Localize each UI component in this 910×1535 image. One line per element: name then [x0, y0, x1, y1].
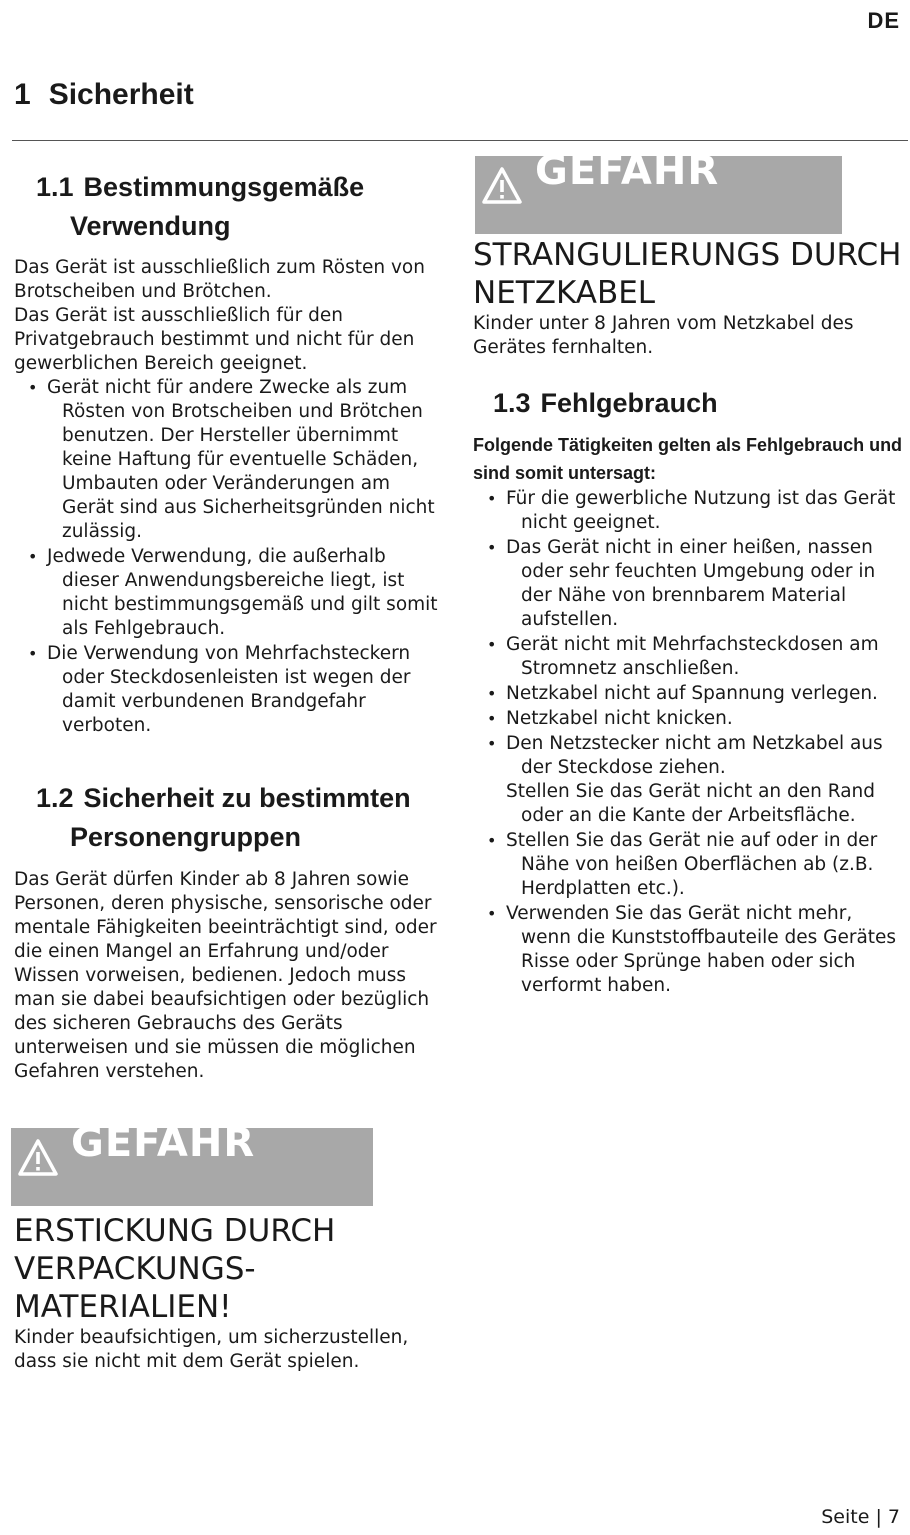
- list-item: • Jedwede Verwendung, die außerhalb dieser Anwendungsbereiche liegt, ist nicht bestimmungsgemäß und gilt somit als Fehlgebrauch.: [42, 545, 444, 641]
- section-number: 1.2: [36, 783, 74, 813]
- bullet-list: [42, 376, 444, 738]
- chapter-number: 1: [14, 78, 31, 111]
- warning-triangle-icon: [481, 165, 523, 207]
- paragraph: Das Gerät ist ausschließlich für den Privatgebrauch bestimmt und nicht für den gewerblichen Bereich geeignet.: [14, 305, 415, 374]
- danger-title: STRANGULIERUNGS DURCH NETZKABEL: [473, 237, 902, 311]
- danger-text: Kinder beaufsichtigen, um sicherzustellen, dass sie nicht mit dem Gerät spielen.: [14, 1327, 409, 1372]
- list-item: • Für die gewerbliche Nutzung ist das Gerät nicht geeignet.: [501, 487, 903, 535]
- left-column: [14, 168, 444, 1374]
- list-item: [501, 732, 903, 828]
- warning-triangle-icon: [17, 1137, 59, 1179]
- list-item: • Gerät nicht mit Mehrfachsteckdosen am Stromnetz anschließen.: [501, 633, 903, 681]
- list-item: • Netzkabel nicht knicken.: [501, 707, 903, 731]
- chapter-divider: [12, 140, 908, 141]
- chapter-title: Sicherheit: [48, 78, 194, 111]
- paragraph: Das Gerät dürfen Kinder ab 8 Jahren sowie Personen, deren physische, sensorische oder mentale Fähigkeiten beeinträchtigt sind, oder die einen Mangel an Erfahrung und/oder Wissen vorweisen, bedienen. Jedoch muss man sie dabei beaufsichtigen oder bezüglich des sicheren Gebrauchs des Geräts unterweisen und sie müssen die möglichen Gefahren verstehen.: [14, 869, 437, 1082]
- section-number: 1.1: [36, 172, 74, 202]
- section-title-cont: Personengruppen: [70, 822, 302, 852]
- right-column: [473, 148, 903, 999]
- section-1-1-heading: [14, 168, 444, 246]
- list-item-text: Den Netzstecker nicht am Netzkabel aus der Steckdose ziehen.: [506, 733, 883, 778]
- section-title: Bestimmungsgemäße: [83, 172, 365, 202]
- section-title: Fehlgebrauch: [540, 388, 718, 418]
- section-1-3-heading: [473, 384, 903, 423]
- section-title-cont: Verwendung: [70, 211, 231, 241]
- list-item-extra: Stellen Sie das Gerät nicht an den Rand oder an die Kante der Arbeitsfläche.: [506, 781, 876, 826]
- page-number: Seite | 7: [821, 1506, 900, 1528]
- danger-label: GEFAHR: [535, 148, 720, 194]
- danger-text: Kinder unter 8 Jahren vom Netzkabel des Gerätes fernhalten.: [473, 313, 854, 358]
- list-item: • Stellen Sie das Gerät nie auf oder in der Nähe von heißen Oberflächen ab (z.B. Herdplatten etc.).: [501, 829, 903, 901]
- danger-title: ERSTICKUNG DURCH VERPACKUNGS-MATERIALIEN!: [14, 1213, 336, 1325]
- list-item: • Gerät nicht für andere Zwecke als zum Rösten von Brotscheiben und Brötchen benutzen. Der Hersteller übernimmt keine Haftung für eventuelle Schäden, Umbauten oder Veränderungen am Gerät sind aus Sicherheitsgründen nicht zulässig.: [42, 376, 444, 544]
- list-item: • Die Verwendung von Mehrfachsteckern oder Steckdosenleisten ist wegen der damit verbundenen Brandgefahr verboten.: [42, 642, 444, 738]
- list-item: • Netzkabel nicht auf Spannung verlegen.: [501, 682, 903, 706]
- danger-banner: [475, 148, 842, 234]
- section-title: Sicherheit zu bestimmten: [83, 783, 411, 813]
- chapter-heading: [14, 78, 194, 112]
- danger-banner: [11, 1120, 373, 1206]
- list-item: • Das Gerät nicht in einer heißen, nassen oder sehr feuchten Umgebung oder in der Nähe von brennbarem Material aufstellen.: [501, 536, 903, 632]
- paragraph: Das Gerät ist ausschließlich zum Rösten von Brotscheiben und Brötchen.: [14, 257, 425, 302]
- bullet-list: [501, 487, 903, 998]
- section-1-2-heading: [14, 779, 444, 857]
- danger-label: GEFAHR: [71, 1120, 256, 1166]
- section-number: 1.3: [493, 388, 531, 418]
- intro-text: Folgende Tätigkeiten gelten als Fehlgebrauch und sind somit untersagt:: [473, 435, 903, 483]
- language-code: DE: [867, 8, 900, 33]
- list-item: • Verwenden Sie das Gerät nicht mehr, wenn die Kunststoffbauteile des Gerätes Risse oder Sprünge haben oder sich verformt haben.: [501, 902, 903, 998]
